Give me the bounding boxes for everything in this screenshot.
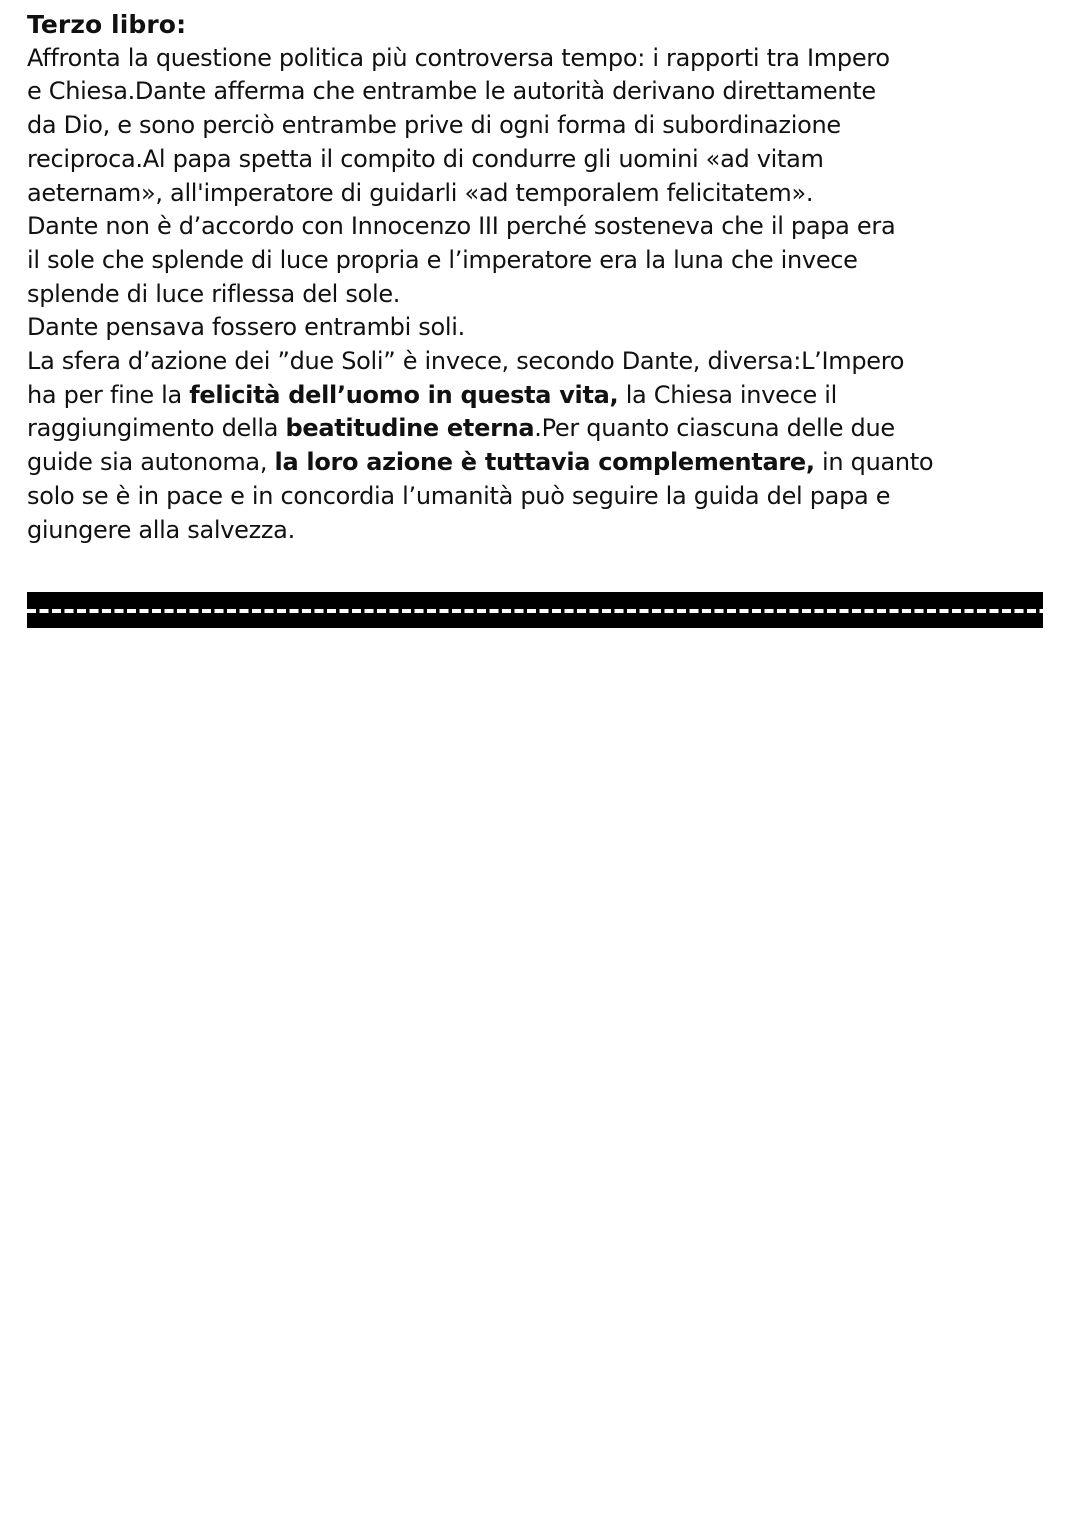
bold-text-run: la loro azione è tuttavia complementare, xyxy=(274,448,815,477)
text-run: raggiungimento della xyxy=(27,414,286,443)
text-line xyxy=(27,446,1057,480)
text-line xyxy=(27,278,1057,312)
bold-text-run: felicità dell’uomo in questa vita, xyxy=(189,380,619,409)
text-run: La sfera d’azione dei ”due Soli” è invece, secondo Dante, diversa:L’Impero xyxy=(27,347,905,376)
text-run: e Chiesa.Dante afferma che entrambe le autorità derivano direttamente xyxy=(27,77,876,106)
text-line xyxy=(27,379,1057,413)
section-heading: Terzo libro: xyxy=(27,10,187,39)
text-run: ha per fine la xyxy=(27,380,190,409)
text-line xyxy=(27,210,1057,244)
text-run: Dante pensava fossero entrambi soli. xyxy=(27,313,465,342)
bold-text-run: beatitudine eterna xyxy=(285,414,535,443)
text-run: da Dio, e sono perciò entrambe prive di ogni forma di subordinazione xyxy=(27,111,841,140)
text-run: in quanto xyxy=(814,448,934,477)
text-run: giungere alla salvezza. xyxy=(27,515,295,544)
text-run: Dante non è d’accordo con Innocenzo III perché sosteneva che il papa era xyxy=(27,212,896,241)
text-run: aeternam», all'imperatore di guidarli «ad temporalem felicitatem». xyxy=(27,178,814,207)
section-divider xyxy=(27,592,1043,628)
text-line xyxy=(27,42,1057,76)
text-run: .Per quanto ciascuna delle due xyxy=(534,414,895,443)
text-line xyxy=(27,244,1057,278)
text-line xyxy=(27,177,1057,211)
dashed-line xyxy=(27,609,1043,613)
text-line xyxy=(27,143,1057,177)
text-line xyxy=(27,109,1057,143)
text-run: guide sia autonoma, xyxy=(27,448,275,477)
text-line xyxy=(27,480,1057,514)
text-line xyxy=(27,311,1057,345)
text-run: il sole che splende di luce propria e l’imperatore era la luna che invece xyxy=(27,245,858,274)
text-line xyxy=(27,345,1057,379)
text-run: Affronta la questione politica più controversa tempo: i rapporti tra Impero xyxy=(27,43,890,72)
text-run: la Chiesa invece il xyxy=(618,380,838,409)
text-line xyxy=(27,514,1057,548)
text-run: solo se è in pace e in concordia l’umanità può seguire la guida del papa e xyxy=(27,481,891,510)
text-line xyxy=(27,412,1057,446)
text-line xyxy=(27,75,1057,109)
text-run: splende di luce riflessa del sole. xyxy=(27,279,401,308)
document-page xyxy=(27,8,1057,547)
text-run: reciproca.Al papa spetta il compito di condurre gli uomini «ad vitam xyxy=(27,144,824,173)
body-paragraph xyxy=(27,42,1057,548)
